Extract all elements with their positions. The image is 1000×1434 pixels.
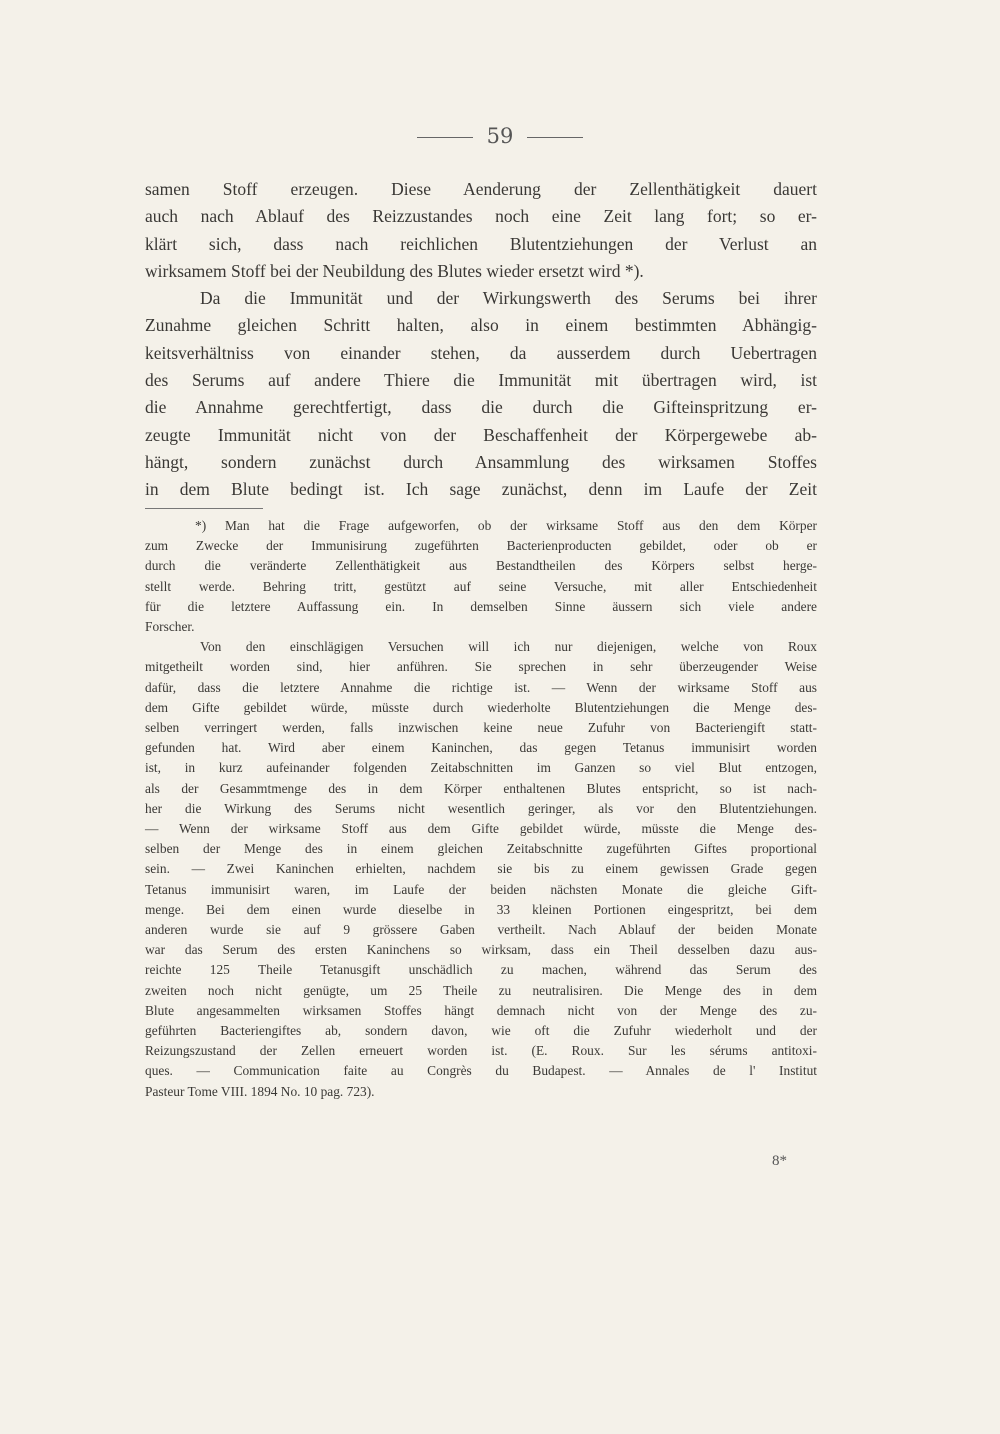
footnote-line: Forscher.	[145, 619, 195, 635]
footnote-block	[145, 516, 817, 1102]
footnote-line: menge. Bei dem einen wurde dieselbe in 33 kleinen Portionen eingespritzt, bei dem	[145, 901, 817, 917]
main-text-line: samen Stoff erzeugen. Diese Aenderung der Zellenthätigkeit dauert	[145, 179, 817, 199]
footnote-line: reichte 125 Theile Tetanusgift unschädlich zu machen, während das Serum des	[145, 962, 817, 978]
main-text-line: hängt, sondern zunächst durch Ansammlung des wirksamen Stoffes	[145, 451, 817, 472]
main-text-line: in dem Blute bedingt ist. Ich sage zunächst, denn im Laufe der Zeit	[145, 479, 817, 500]
footnote-line: durch die veränderte Zellenthätigkeit aus Bestandtheilen des Körpers selbst herge-	[145, 558, 817, 574]
footnote-line: für die letztere Auffassung ein. In demselben Sinne äussern sich viele andere	[145, 598, 817, 614]
footnote-line: Von den einschlägigen Versuchen will ich nur diejenigen, welche von Roux	[200, 639, 817, 655]
main-text-line: keitsverhältniss von einander stehen, da ausserdem durch Uebertragen	[145, 342, 817, 363]
footnote-line: her die Wirkung des Serums nicht wesentlich geringer, als vor den Blutentziehungen.	[145, 800, 817, 816]
header-dash-left	[417, 137, 473, 138]
footnote-line: gefunden hat. Wird aber einem Kaninchen, das gegen Tetanus immunisirt worden	[145, 740, 817, 756]
main-text-line: auch nach Ablauf des Reizzustandes noch eine Zeit lang fort; so er-	[145, 206, 817, 227]
main-text-line: Da die Immunität und der Wirkungswerth des Serums bei ihrer	[200, 288, 817, 309]
main-text-block	[145, 176, 817, 504]
footnote-line: zweiten noch nicht genügte, um 25 Theile zu neutralisiren. Die Menge des in dem	[145, 982, 817, 998]
footnote-line: — Wenn der wirksame Stoff aus dem Gifte gebildet würde, müsste die Menge des-	[145, 821, 817, 837]
footnote-line: zum Zwecke der Immunisirung zugeführten Bacterienproducten gebildet, oder ob er	[145, 538, 817, 554]
footnote-line: geführten Bacteriengiftes ab, sondern davon, wie oft die Zufuhr wiederholt und der	[145, 1023, 817, 1039]
footnote-line: ist, in kurz aufeinander folgenden Zeitabschnitten im Ganzen so viel Blut entzogen,	[145, 760, 817, 776]
footnote-line: dafür, dass die letztere Annahme die richtige ist. — Wenn der wirksame Stoff aus	[145, 679, 817, 695]
footnote-line: ques. — Communication faite au Congrès du Budapest. — Annales de l' Institut	[145, 1063, 817, 1079]
footnote-line: war das Serum des ersten Kaninchens so wirksam, dass ein Theil desselben dazu aus-	[145, 942, 817, 958]
footnote-line: stellt werde. Behring tritt, gestützt auf seine Versuche, mit aller Entschiedenheit	[145, 578, 817, 594]
footnote-line: dem Gifte gebildet würde, müsste durch wiederholte Blutentziehungen die Menge des-	[145, 699, 817, 715]
footnote-line: Reizungszustand der Zellen erneuert worden ist. (E. Roux. Sur les sérums antitoxi-	[145, 1043, 817, 1059]
footnote-line: sein. — Zwei Kaninchen erhielten, nachdem sie bis zu einem gewissen Grade gegen	[145, 861, 817, 877]
main-text-line: wirksamem Stoff bei der Neubildung des Blutes wieder ersetzt wird *).	[145, 260, 644, 281]
main-text-line: klärt sich, dass nach reichlichen Blutentziehungen der Verlust an	[145, 233, 817, 254]
signature-mark: 8*	[772, 1153, 787, 1169]
footnote-line: selben der Menge des in einem gleichen Zeitabschnitte zugeführten Giftes proportional	[145, 841, 817, 857]
footnote-line: Tetanus immunisirt waren, im Laufe der beiden nächsten Monate die gleiche Gift-	[145, 881, 817, 897]
page-number-header	[0, 124, 1000, 148]
footnote-line: anderen wurde sie auf 9 grössere Gaben vertheilt. Nach Ablauf der beiden Monate	[145, 922, 817, 938]
main-text-line: des Serums auf andere Thiere die Immunität mit übertragen wird, ist	[145, 370, 817, 391]
main-text-line: Zunahme gleichen Schritt halten, also in einem bestimmten Abhängig-	[145, 315, 817, 336]
footnote-line: Blute angesammelten wirksamen Stoffes hängt demnach nicht von der Menge des zu-	[145, 1002, 817, 1018]
footnote-separator	[145, 508, 263, 509]
footnote-line: mitgetheilt worden sind, hier anführen. Sie sprechen in sehr überzeugender Weise	[145, 659, 817, 675]
footnote-line: *) Man hat die Frage aufgeworfen, ob der wirksame Stoff aus den dem Körper	[195, 518, 817, 533]
footnote-line: Pasteur Tome VIII. 1894 No. 10 pag. 723).	[145, 1083, 375, 1099]
footnote-line: selben verringert werden, falls inzwischen keine neue Zufuhr von Bacteriengift statt-	[145, 720, 817, 736]
main-text-line: zeugte Immunität nicht von der Beschaffenheit der Körpergewebe ab-	[145, 424, 817, 445]
page-number: 59	[486, 124, 514, 148]
header-dash-right	[527, 137, 583, 138]
footnote-line: als der Gesammtmenge des in dem Körper enthaltenen Blutes entspricht, so ist nach-	[145, 780, 817, 796]
main-text-line: die Annahme gerechtfertigt, dass die durch die Gifteinspritzung er-	[145, 397, 817, 418]
